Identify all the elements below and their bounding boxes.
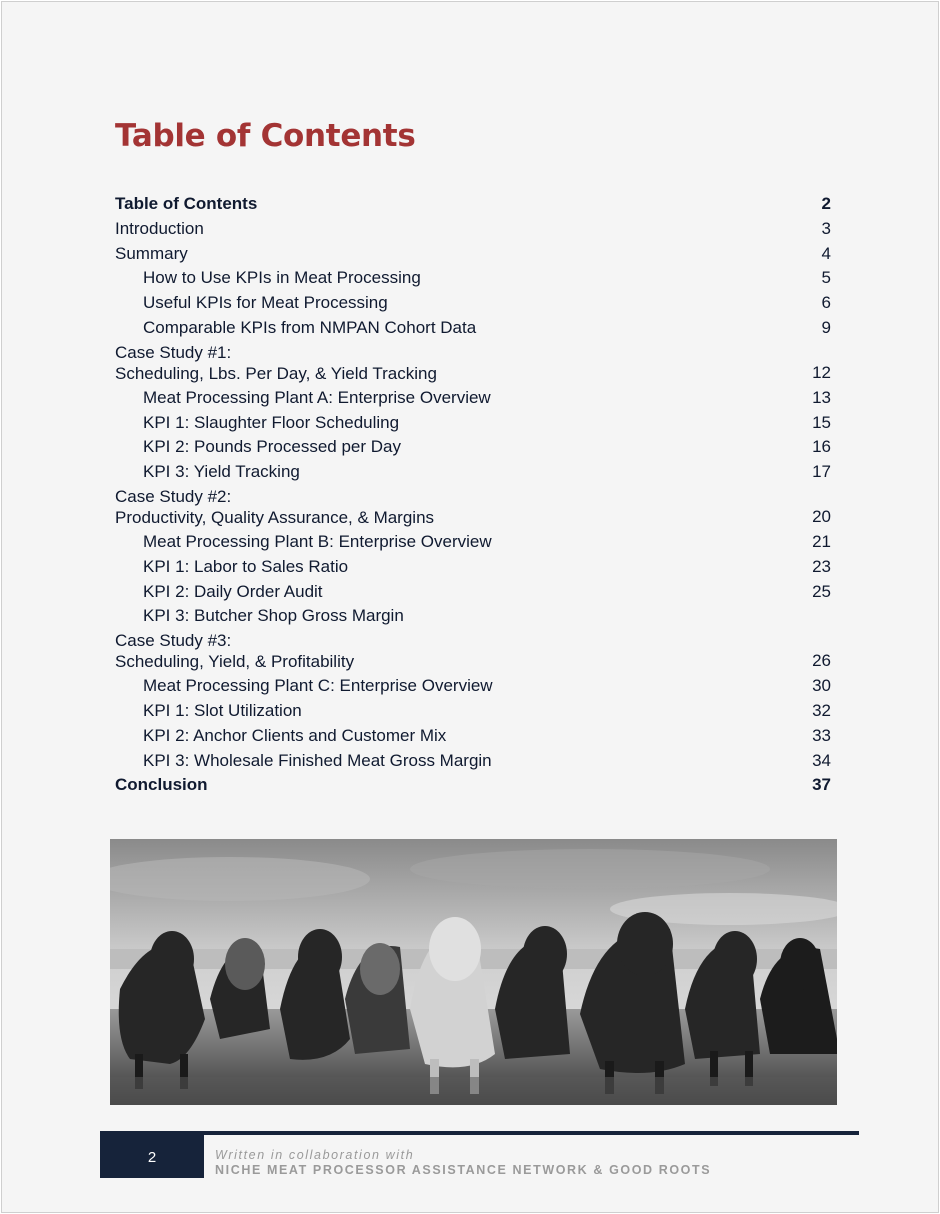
toc-entry-title: Comparable KPIs from NMPAN Cohort Data	[143, 317, 477, 337]
footer-rule	[100, 1131, 859, 1135]
toc-entry-title: KPI 1: Labor to Sales Ratio	[143, 556, 349, 576]
toc-entry-title: Case Study #1: Scheduling, Lbs. Per Day, & Yield Tracking	[115, 342, 437, 383]
toc-entry-title: KPI 3: Yield Tracking	[143, 462, 300, 482]
toc-entry[interactable]	[115, 266, 831, 291]
toc-entry-title: KPI 3: Wholesale Finished Meat Gross Margin	[143, 750, 492, 770]
toc-entry[interactable]	[115, 629, 831, 674]
toc-entry-page: 34	[812, 750, 831, 770]
toc-entry-page: 21	[812, 531, 831, 551]
toc-entry-title: Meat Processing Plant C: Enterprise Overview	[143, 676, 493, 696]
table-of-contents	[115, 192, 831, 798]
toc-entry-page: 9	[821, 317, 831, 337]
toc-entry[interactable]	[115, 460, 831, 485]
toc-entry-title: KPI 3: Butcher Shop Gross Margin	[143, 606, 404, 626]
toc-entry-page: 20	[812, 507, 831, 527]
toc-entry-page: 15	[812, 412, 831, 432]
toc-entry[interactable]	[115, 411, 831, 436]
page-title: Table of Contents	[115, 118, 416, 154]
toc-entry[interactable]	[115, 485, 831, 530]
toc-entry[interactable]	[115, 724, 831, 749]
toc-entry[interactable]	[115, 530, 831, 555]
toc-entry-title: KPI 1: Slaughter Floor Scheduling	[143, 412, 400, 432]
toc-entry-title: Meat Processing Plant A: Enterprise Overview	[143, 387, 491, 407]
cattle-herd-photo	[110, 839, 837, 1105]
toc-entry[interactable]	[115, 316, 831, 341]
toc-entry-title: Table of Contents	[115, 194, 258, 213]
toc-entry-page: 4	[821, 243, 831, 263]
toc-entry-page: 33	[812, 725, 831, 745]
toc-entry[interactable]	[115, 674, 831, 699]
footer-page-number: 2	[100, 1135, 204, 1178]
toc-entry[interactable]	[115, 773, 831, 798]
toc-entry-page: 12	[812, 362, 831, 382]
toc-entry[interactable]	[115, 291, 831, 316]
toc-entry[interactable]	[115, 555, 831, 580]
toc-entry[interactable]	[115, 386, 831, 411]
toc-entry-page: 37	[812, 775, 831, 795]
toc-entry[interactable]	[115, 341, 831, 386]
toc-entry[interactable]	[115, 604, 831, 629]
toc-entry[interactable]	[115, 435, 831, 460]
toc-entry[interactable]	[115, 192, 831, 217]
toc-entry-title: Meat Processing Plant B: Enterprise Overview	[143, 531, 492, 551]
toc-entry-page: 13	[812, 387, 831, 407]
toc-entry-page: 5	[821, 268, 831, 288]
toc-entry-page: 17	[812, 462, 831, 482]
toc-entry-title: Conclusion	[115, 775, 208, 795]
toc-entry-title: Introduction	[115, 218, 204, 238]
toc-entry-title: Summary	[115, 243, 188, 263]
footer-organizations-line: NICHE MEAT PROCESSOR ASSISTANCE NETWORK & GOOD ROOTS	[215, 1163, 712, 1177]
toc-entry[interactable]	[115, 242, 831, 267]
toc-entry-title: Case Study #2: Productivity, Quality Assurance, & Margins	[115, 486, 435, 527]
toc-entry[interactable]	[115, 699, 831, 724]
toc-entry-page: 6	[821, 293, 831, 313]
toc-entry[interactable]	[115, 217, 831, 242]
toc-entry-title: KPI 1: Slot Utilization	[143, 700, 302, 720]
footer-collaboration-line: Written in collaboration with	[215, 1148, 415, 1162]
toc-entry-page: 25	[812, 581, 831, 601]
toc-entry-title: KPI 2: Anchor Clients and Customer Mix	[143, 725, 447, 745]
toc-entry-page: 30	[812, 676, 831, 696]
toc-entry-title: How to Use KPIs in Meat Processing	[143, 268, 421, 288]
toc-entry-page: 32	[812, 700, 831, 720]
toc-entry[interactable]	[115, 580, 831, 605]
toc-entry-title: Useful KPIs for Meat Processing	[143, 293, 388, 313]
document-page	[1, 1, 939, 1213]
toc-entry-page: 23	[812, 556, 831, 576]
toc-entry-page: 26	[812, 651, 831, 671]
toc-entry-page: 2	[821, 194, 831, 213]
toc-entry-page: 16	[812, 437, 831, 457]
toc-entry-page: 3	[821, 218, 831, 238]
toc-entry-title: KPI 2: Pounds Processed per Day	[143, 437, 401, 457]
toc-entry-title: Case Study #3: Scheduling, Yield, & Profitability	[115, 631, 355, 672]
toc-entry[interactable]	[115, 749, 831, 774]
toc-entry-title: KPI 2: Daily Order Audit	[143, 581, 323, 601]
